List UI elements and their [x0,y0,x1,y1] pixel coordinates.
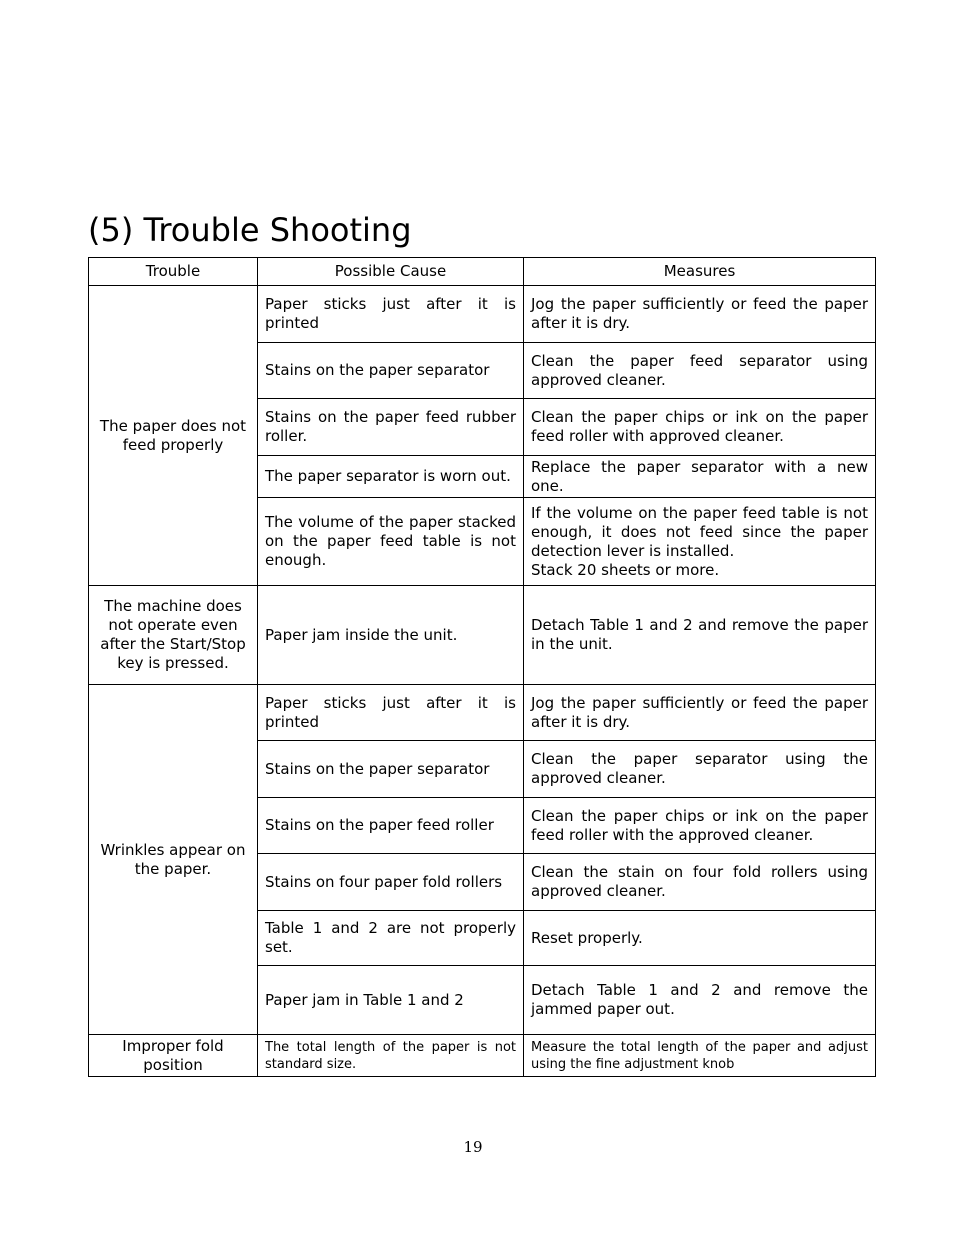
measure-cell: Detach Table 1 and 2 and remove the paper in the unit. [524,586,876,685]
measure-cell: Measure the total length of the paper and adjust using the fine adjustment knob [524,1035,876,1077]
measure-cell: Clean the stain on four fold rollers using approved cleaner. [524,854,876,911]
cause-cell: Paper jam inside the unit. [258,586,524,685]
cause-cell: Paper jam in Table 1 and 2 [258,966,524,1035]
table-row [89,685,876,741]
cause-cell: Stains on the paper separator [258,343,524,399]
measure-cell: Replace the paper separator with a new one. [524,456,876,498]
cause-cell: Paper sticks just after it is printed [258,685,524,741]
header-measures: Measures [524,258,876,286]
trouble-shooting-table [88,257,876,1077]
trouble-cell: Wrinkles appear on the paper. [89,685,258,1035]
cause-cell: Paper sticks just after it is printed [258,286,524,343]
trouble-cell: The machine does not operate even after the Start/Stop key is pressed. [89,586,258,685]
trouble-cell: Improper fold position [89,1035,258,1077]
page-title: (5) Trouble Shooting [88,211,412,249]
measure-line: Stack 20 sheets or more. [531,560,720,579]
header-trouble: Trouble [89,258,258,286]
page-number: 19 [463,1138,483,1156]
measure-cell: Clean the paper separator using the approved cleaner. [524,741,876,798]
cause-cell: The volume of the paper stacked on the paper feed table is not enough. [258,498,524,586]
measure-cell: Reset properly. [524,911,876,966]
measure-cell: Clean the paper chips or ink on the paper feed roller with the approved cleaner. [524,798,876,854]
cause-cell: The paper separator is worn out. [258,456,524,498]
measure-cell [524,498,876,586]
measure-line: If the volume on the paper feed table is not enough, it does not feed since the paper detection lever is installed. [531,503,868,560]
cause-cell: Stains on four paper fold rollers [258,854,524,911]
measure-cell: Clean the paper chips or ink on the paper feed roller with approved cleaner. [524,399,876,456]
cause-cell: The total length of the paper is not standard size. [258,1035,524,1077]
measure-cell: Jog the paper sufficiently or feed the paper after it is dry. [524,286,876,343]
cause-cell: Stains on the paper feed roller [258,798,524,854]
cause-cell: Table 1 and 2 are not properly set. [258,911,524,966]
table-row [89,286,876,343]
header-possible-cause: Possible Cause [258,258,524,286]
cause-cell: Stains on the paper separator [258,741,524,798]
table-row [89,1035,876,1077]
table-header-row [89,258,876,286]
measure-cell: Jog the paper sufficiently or feed the paper after it is dry. [524,685,876,741]
table-row [89,586,876,685]
measure-cell: Detach Table 1 and 2 and remove the jammed paper out. [524,966,876,1035]
cause-cell: Stains on the paper feed rubber roller. [258,399,524,456]
trouble-cell: The paper does not feed properly [89,286,258,586]
measure-cell: Clean the paper feed separator using approved cleaner. [524,343,876,399]
